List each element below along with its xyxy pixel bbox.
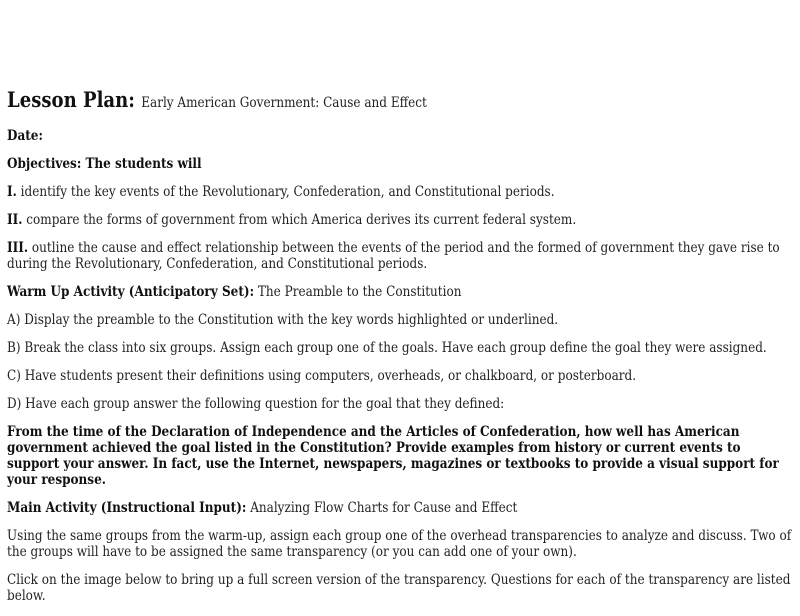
warmup-topic: The Preamble to the Constitution — [257, 284, 462, 300]
main-activity-topic: Analyzing Flow Charts for Cause and Effect — [250, 500, 518, 516]
warmup-label: Warm Up Activity (Anticipatory Set): — [7, 284, 255, 300]
warmup-question: From the time of the Declaration of Independence and the Articles of Confederation, how well has American government achieved the goal listed in the Constitution? Provide examples from history or current events to support your answer. In fact, use the Internet, newspapers, magazines or textbooks to provide a visual support for your response. — [7, 424, 779, 488]
objective-item — [7, 240, 791, 272]
warmup-step: D) Have each group answer the following question for the goal that they defined: — [7, 396, 505, 412]
main-activity-label: Main Activity (Instructional Input): — [7, 500, 247, 516]
date-label: Date: — [7, 128, 43, 144]
objective-item — [7, 212, 791, 228]
main-activity-paragraph: Using the same groups from the warm-up, assign each group one of the overhead transparencies to analyze and discuss. Two of the groups will have to be assigned the same transparency (or you can add one of your own). — [7, 528, 792, 560]
warmup-step: C) Have students present their definitions using computers, overheads, or chalkboard, or posterboard. — [7, 368, 637, 384]
objective-text: outline the cause and effect relationship between the events of the period and the formed of government they gave rise to during the Revolutionary, Confederation, and Constitutional periods. — [7, 240, 780, 272]
warmup-step: A) Display the preamble to the Constitution with the key words highlighted or underlined. — [7, 312, 559, 328]
warmup-heading — [7, 284, 791, 300]
objectives-heading: Objectives: The students will — [7, 156, 202, 172]
page-title — [7, 88, 791, 115]
objective-text: identify the key events of the Revolutionary, Confederation, and Constitutional periods. — [20, 184, 555, 200]
objective-number: I. — [7, 184, 17, 200]
objective-text: compare the forms of government from which America derives its current federal system. — [26, 212, 577, 228]
title-subtitle: Early American Government: Cause and Effect — [141, 95, 427, 111]
main-activity-heading — [7, 500, 791, 516]
title-label: Lesson Plan: — [7, 87, 135, 112]
warmup-step: B) Break the class into six groups. Assign each group one of the goals. Have each group define the goal they were assigned. — [7, 340, 767, 356]
objective-number: III. — [7, 240, 29, 256]
objective-number: II. — [7, 212, 23, 228]
lesson-plan-document — [7, 88, 791, 616]
objective-item — [7, 184, 791, 200]
main-activity-paragraph: Click on the image below to bring up a full screen version of the transparency. Questions for each of the transparency are listed below. — [7, 572, 791, 604]
